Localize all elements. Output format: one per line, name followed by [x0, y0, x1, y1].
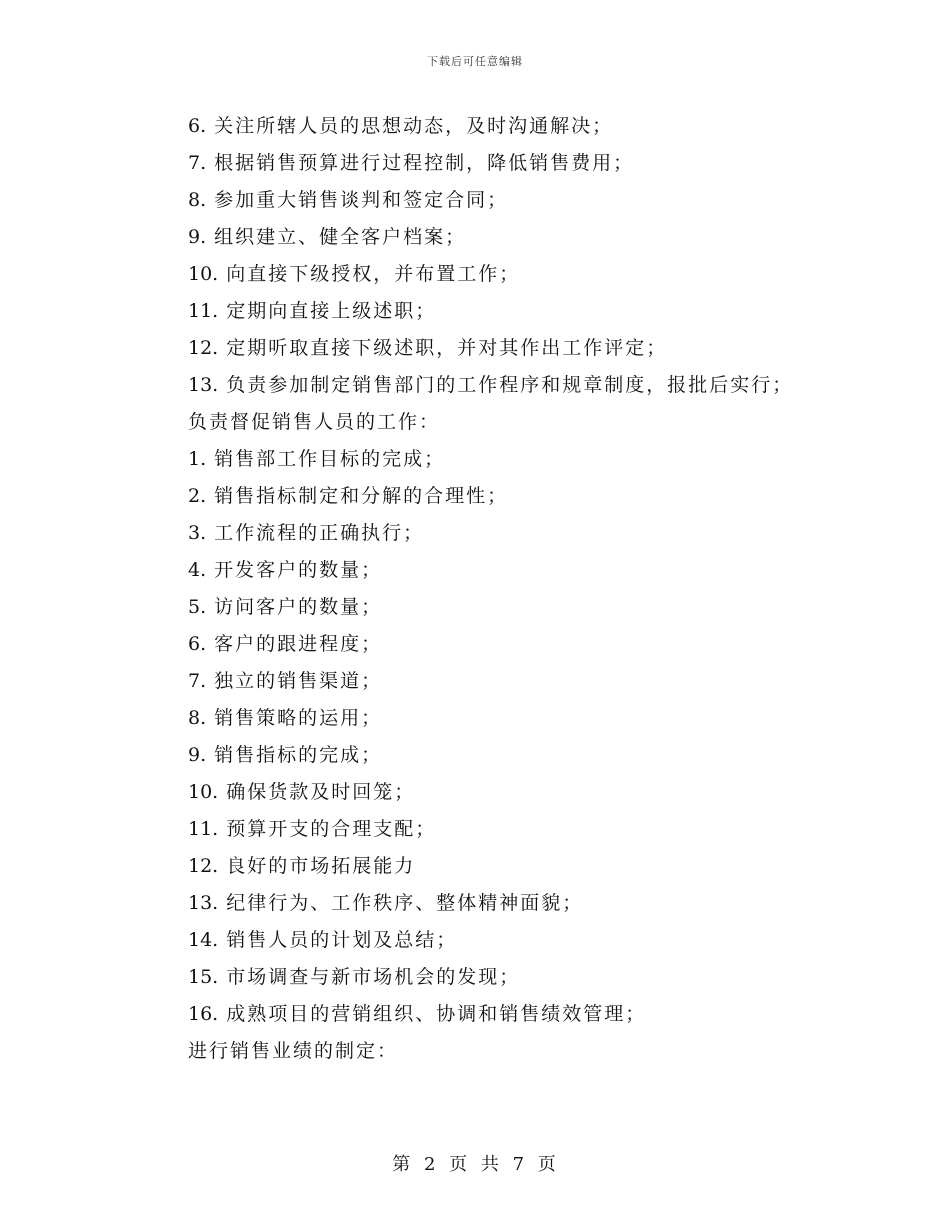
item-number: 13. — [188, 374, 219, 396]
item-number: 14. — [188, 929, 219, 951]
list-item — [188, 959, 828, 996]
list-item — [188, 330, 828, 367]
item-text: 客户的跟进程度； — [214, 633, 383, 655]
item-text: 确保货款及时回笼； — [226, 781, 416, 803]
item-number: 12. — [188, 337, 219, 359]
list-item — [188, 700, 828, 737]
list-item — [188, 737, 828, 774]
list-item — [188, 219, 828, 256]
item-text: 参加重大销售谈判和签定合同； — [214, 189, 509, 211]
list-item — [188, 811, 828, 848]
item-text: 良好的市场拓展能力 — [226, 855, 416, 877]
item-text: 根据销售预算进行过程控制，降低销售费用； — [214, 152, 635, 174]
item-number: 1. — [188, 448, 207, 470]
item-number: 4. — [188, 559, 207, 581]
item-text: 销售人员的计划及总结； — [226, 929, 458, 951]
item-text: 关注所辖人员的思想动态，及时沟通解决； — [214, 115, 614, 137]
list-item — [188, 256, 828, 293]
item-number: 9. — [188, 744, 207, 766]
header-note: 下载后可任意编辑 — [427, 55, 523, 68]
list-item — [188, 626, 828, 663]
item-text: 成熟项目的营销组织、协调和销售绩效管理； — [226, 1003, 647, 1025]
item-number: 5. — [188, 596, 207, 618]
item-text: 开发客户的数量； — [214, 559, 383, 581]
item-text: 工作流程的正确执行； — [214, 522, 425, 544]
list-item — [188, 996, 828, 1033]
item-number: 7. — [188, 670, 207, 692]
item-number: 7. — [188, 152, 207, 174]
list-item — [188, 848, 828, 885]
item-number: 13. — [188, 892, 219, 914]
item-text: 独立的销售渠道； — [214, 670, 383, 692]
list-item — [188, 293, 828, 330]
item-text: 市场调查与新市场机会的发现； — [226, 966, 521, 988]
item-text: 定期听取直接下级述职，并对其作出工作评定； — [226, 337, 668, 359]
item-number: 2. — [188, 485, 207, 507]
item-number: 10. — [188, 781, 219, 803]
item-text: 纪律行为、工作秩序、整体精神面貌； — [226, 892, 584, 914]
page-number: 第 2 页 共 7 页 — [392, 1154, 558, 1175]
heading-text: 进行销售业绩的制定： — [188, 1040, 399, 1062]
item-text: 销售部工作目标的完成； — [214, 448, 446, 470]
list-item — [188, 478, 828, 515]
list-item — [188, 774, 828, 811]
item-number: 8. — [188, 189, 207, 211]
list-item — [188, 515, 828, 552]
item-text: 负责参加制定销售部门的工作程序和规章制度，报批后实行； — [226, 374, 794, 396]
item-text: 销售指标制定和分解的合理性； — [214, 485, 509, 507]
item-number: 8. — [188, 707, 207, 729]
list-item — [188, 441, 828, 478]
item-number: 16. — [188, 1003, 219, 1025]
item-number: 11. — [188, 300, 219, 322]
section-heading — [188, 404, 828, 441]
item-number: 11. — [188, 818, 219, 840]
item-number: 12. — [188, 855, 219, 877]
item-text: 销售指标的完成； — [214, 744, 383, 766]
list-item — [188, 552, 828, 589]
item-text: 向直接下级授权，并布置工作； — [226, 263, 521, 285]
list-item — [188, 108, 828, 145]
item-text: 销售策略的运用； — [214, 707, 383, 729]
item-number: 15. — [188, 966, 219, 988]
item-text: 定期向直接上级述职； — [226, 300, 437, 322]
list-item — [188, 589, 828, 626]
item-number: 10. — [188, 263, 219, 285]
item-number: 6. — [188, 115, 207, 137]
item-number: 6. — [188, 633, 207, 655]
section-heading — [188, 1033, 828, 1070]
item-number: 9. — [188, 226, 207, 248]
document-body — [188, 108, 828, 1070]
item-text: 组织建立、健全客户档案； — [214, 226, 467, 248]
list-item — [188, 663, 828, 700]
item-text: 预算开支的合理支配； — [226, 818, 437, 840]
heading-text: 负责督促销售人员的工作： — [188, 411, 441, 433]
item-text: 访问客户的数量； — [214, 596, 383, 618]
item-number: 3. — [188, 522, 207, 544]
list-item — [188, 922, 828, 959]
list-item — [188, 182, 828, 219]
list-item — [188, 885, 828, 922]
list-item — [188, 367, 828, 404]
list-item — [188, 145, 828, 182]
